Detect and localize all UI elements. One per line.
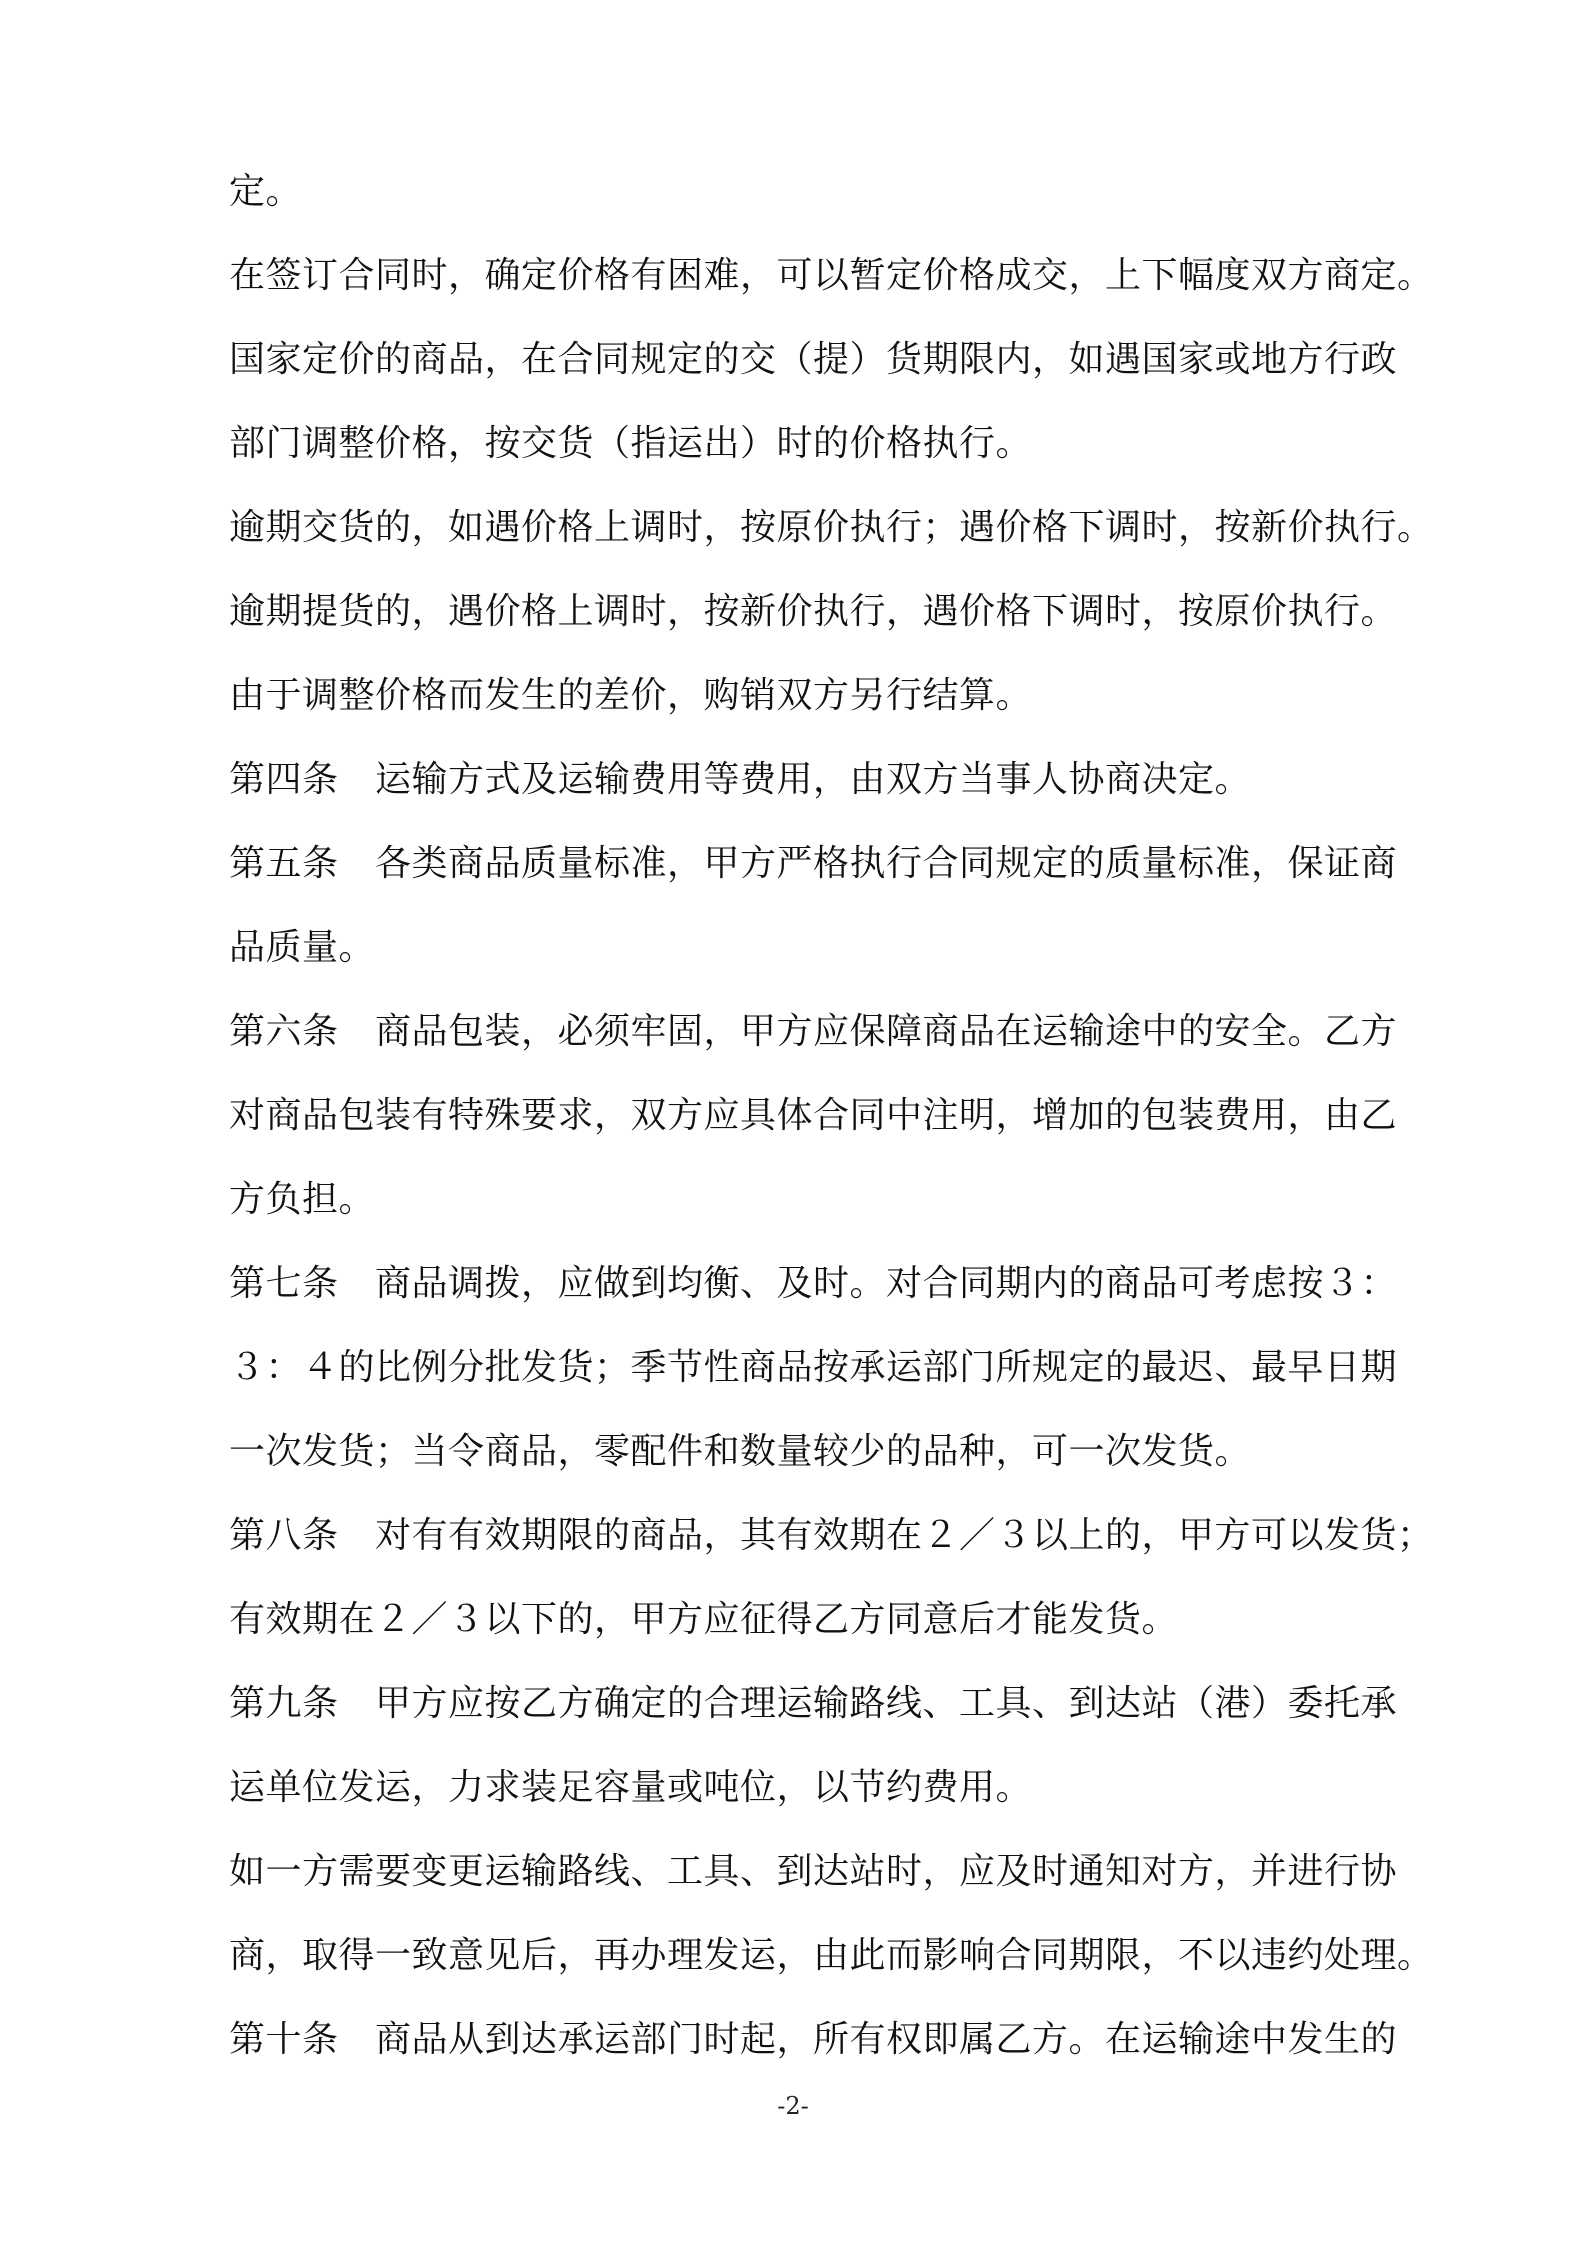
text-line: 一次发货；当令商品，零配件和数量较少的品种，可一次发货。 [229, 1431, 1252, 1472]
clause-5: 第五条 各类商品质量标准，甲方严格执行合同规定的质量标准，保证商 [229, 843, 1398, 884]
clause-4: 第四条 运输方式及运输费用等费用，由双方当事人协商决定。 [229, 759, 1252, 800]
text-line: 方负担。 [229, 1179, 376, 1220]
text-line: 逾期交货的，如遇价格上调时，按原价执行；遇价格下调时，按新价执行。 [229, 507, 1434, 548]
clause-8: 第八条 对有有效期限的商品，其有效期在２／３以上的，甲方可以发货； [229, 1515, 1434, 1556]
text-line: 部门调整价格，按交货（指运出）时的价格执行。 [229, 423, 1033, 464]
clause-6: 第六条 商品包装，必须牢固，甲方应保障商品在运输途中的安全。乙方 [229, 1011, 1398, 1052]
text-line: 国家定价的商品，在合同规定的交（提）货期限内，如遇国家或地方行政 [229, 339, 1398, 380]
text-line: 品质量。 [229, 927, 376, 968]
clause-10: 第十条 商品从到达承运部门时起，所有权即属乙方。在运输途中发生的 [229, 2019, 1398, 2060]
text-line: 如一方需要变更运输路线、工具、到达站时，应及时通知对方，并进行协 [229, 1851, 1398, 1892]
text-line: 定。 [229, 171, 303, 212]
text-line: 运单位发运，力求装足容量或吨位，以节约费用。 [229, 1767, 1033, 1808]
text-line: 有效期在２／３以下的，甲方应征得乙方同意后才能发货。 [229, 1599, 1179, 1640]
contract-body [229, 150, 1434, 2082]
text-line: 商，取得一致意见后，再办理发运，由此而影响合同期限，不以违约处理。 [229, 1935, 1434, 1976]
clause-9: 第九条 甲方应按乙方确定的合理运输路线、工具、到达站（港）委托承 [229, 1683, 1398, 1724]
page-number: -2- [777, 2092, 809, 2120]
text-line: 对商品包装有特殊要求，双方应具体合同中注明，增加的包装费用，由乙 [229, 1095, 1398, 1136]
clause-7: 第七条 商品调拨，应做到均衡、及时。对合同期内的商品可考虑按３： [229, 1263, 1398, 1304]
text-line: 逾期提货的，遇价格上调时，按新价执行，遇价格下调时，按原价执行。 [229, 591, 1398, 632]
text-line: 在签订合同时，确定价格有困难，可以暂定价格成交，上下幅度双方商定。 [229, 255, 1434, 296]
text-line: ３：４的比例分批发货；季节性商品按承运部门所规定的最迟、最早日期 [229, 1347, 1398, 1388]
text-line: 由于调整价格而发生的差价，购销双方另行结算。 [229, 675, 1033, 716]
